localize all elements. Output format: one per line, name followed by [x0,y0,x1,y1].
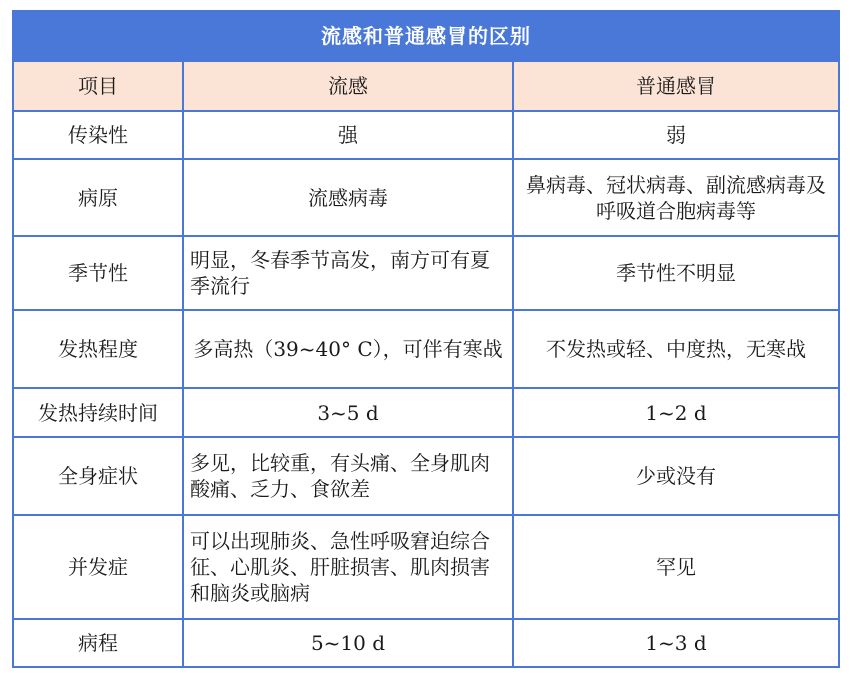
row-cold: 弱 [513,111,839,159]
row-flu: 强 [183,111,513,159]
row-cold: 季节性不明显 [513,236,839,310]
header-cold: 普通感冒 [513,61,839,111]
table-title: 流感和普通感冒的区别 [13,11,839,61]
row-item: 并发症 [13,515,183,619]
row-cold [513,159,839,236]
table-row [13,515,839,619]
row-item: 病程 [13,619,183,667]
row-cold-text: 鼻病毒、冠状病毒、副流感病毒及呼吸道合胞病毒等 [526,172,827,223]
header-flu: 流感 [183,61,513,111]
row-item: 发热持续时间 [13,388,183,437]
row-flu: 5~10 d [183,619,513,667]
table-row [13,159,839,236]
row-flu [183,236,513,310]
row-item: 发热程度 [13,310,183,388]
row-flu [183,515,513,619]
table-row [13,111,839,159]
row-item: 季节性 [13,236,183,310]
table-row [13,236,839,310]
row-flu: 流感病毒 [183,159,513,236]
row-flu: 3~5 d [183,388,513,437]
title-row [13,11,839,61]
row-flu-text: 明显，冬春季节高发，南方可有夏季流行 [190,248,490,298]
header-row [13,61,839,111]
comparison-table-container [12,10,838,668]
row-flu-text: 多见，比较重，有头痛、全身肌肉酸痛、乏力、食欲差 [190,451,490,501]
header-item: 项目 [13,61,183,111]
table-row [13,388,839,437]
row-item: 传染性 [13,111,183,159]
table-row [13,619,839,667]
row-cold: 不发热或轻、中度热，无寒战 [513,310,839,388]
row-cold: 1~2 d [513,388,839,437]
row-flu-text: 可以出现肺炎、急性呼吸窘迫综合征、心肌炎、肝脏损害、肌肉损害和脑炎或脑病 [190,529,490,605]
row-item: 病原 [13,159,183,236]
row-flu-text: 多高热（39~40° C），可伴有寒战 [193,337,503,361]
table-row [13,310,839,388]
row-item: 全身症状 [13,437,183,515]
row-flu [183,437,513,515]
row-cold: 1~3 d [513,619,839,667]
flu-vs-cold-table [12,10,840,668]
row-flu [183,310,513,388]
row-cold: 少或没有 [513,437,839,515]
table-row [13,437,839,515]
row-cold: 罕见 [513,515,839,619]
